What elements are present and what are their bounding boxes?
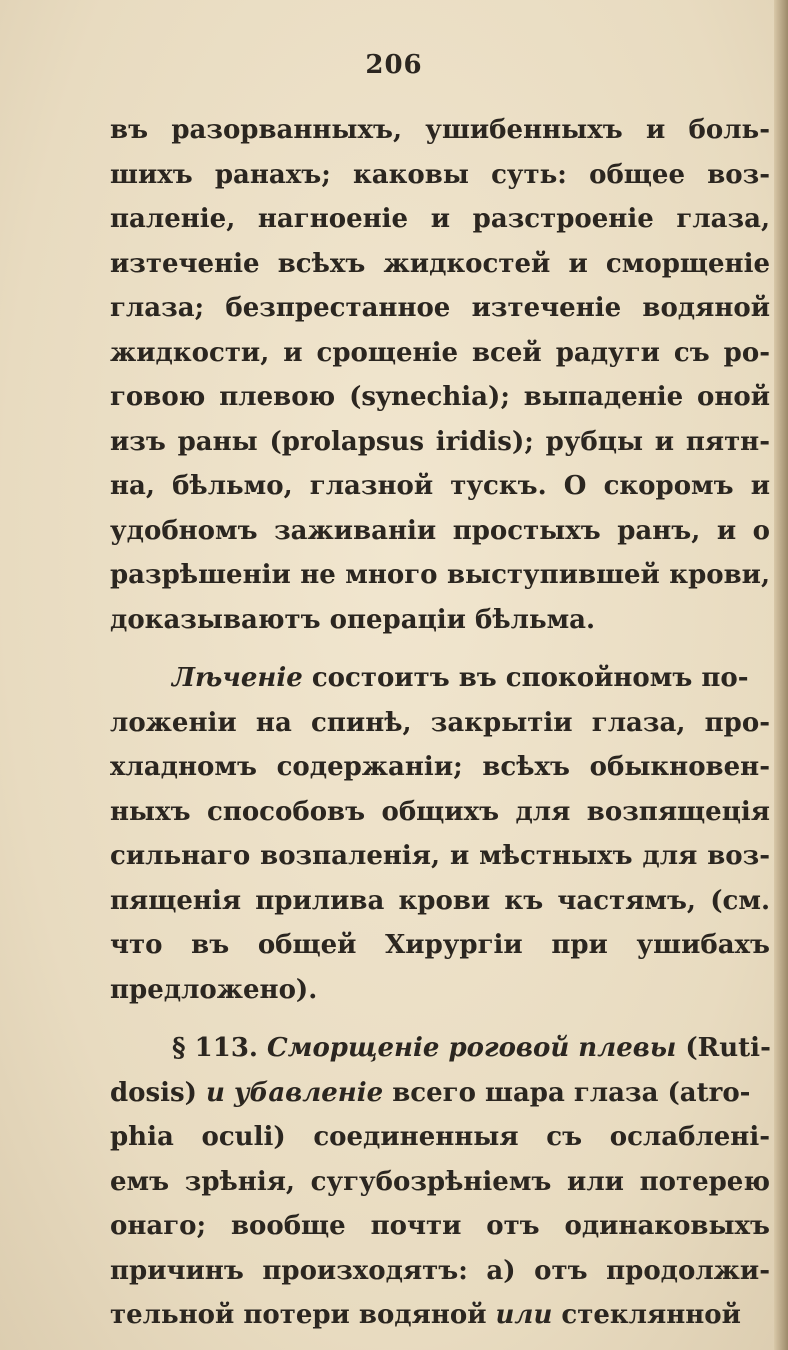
text-line: изтеченіе всѣхъ жидкостей и сморщеніе bbox=[110, 248, 770, 279]
text-line bbox=[110, 1293, 770, 1338]
text-line: сильнаго возпаленія, и мѣстныхъ для воз- bbox=[110, 841, 770, 871]
text-line: пященія прилива крови къ частямъ, (см. bbox=[110, 885, 770, 916]
text-line: паленіе, нагноеніе и разстроеніе глаза, bbox=[110, 204, 770, 234]
text-segment: состоитъ въ спокойномъ по- bbox=[302, 663, 749, 693]
body-text bbox=[110, 108, 770, 1338]
text-line: что въ общей Хирургіи при ушибахъ bbox=[110, 930, 770, 960]
italic-term: или bbox=[495, 1300, 553, 1330]
text-segment: (Ruti- bbox=[676, 1033, 771, 1063]
text-line: предложено). bbox=[110, 974, 318, 1005]
text-line: на, бѣльмо, глазной тускъ. О скоромъ и bbox=[110, 471, 770, 501]
text-line: шихъ ранахъ; каковы суть: общее воз- bbox=[110, 159, 770, 190]
text-segment: всего шара глаза (atro- bbox=[383, 1077, 751, 1108]
text-line: доказываютъ операціи бѣльма. bbox=[110, 604, 596, 635]
italic-term: Сморщеніе роговой плевы bbox=[267, 1033, 677, 1063]
text-line: онаго; вообще почти отъ одинаковыхъ bbox=[110, 1211, 770, 1241]
text-segment: стеклянной bbox=[552, 1300, 741, 1330]
text-line: въ разорванныхъ, ушибенныхъ и боль- bbox=[110, 115, 770, 145]
text-line: ложеніи на спинѣ, закрытіи глаза, про- bbox=[110, 707, 770, 738]
text-line: удобномъ заживаніи простыхъ ранъ, и о bbox=[110, 515, 770, 546]
paragraph-start bbox=[110, 656, 770, 701]
text-line: изъ раны (prolapsus iridis); рубцы и пятн- bbox=[110, 426, 770, 457]
text-line: причинъ произходятъ: а) отъ продолжи- bbox=[110, 1255, 770, 1286]
text-line: хладномъ содержаніи; всѣхъ обыкновен- bbox=[110, 752, 770, 782]
text-line: ныхъ способовъ общихъ для возпящеція bbox=[110, 796, 770, 827]
text-line: говою плевою (synechia); выпаденіе оной bbox=[110, 382, 770, 412]
italic-lead: Лѣченіе bbox=[172, 663, 303, 693]
text-line: разрѣшеніи не много выступившей крови, bbox=[110, 560, 770, 590]
text-line bbox=[110, 1071, 770, 1116]
text-line: глаза; безпрестанное изтеченіе водяной bbox=[110, 293, 770, 323]
text-segment: dosis) bbox=[110, 1077, 207, 1108]
page-number: 206 bbox=[365, 50, 423, 80]
italic-term: и убавленіе bbox=[206, 1077, 384, 1108]
section-heading-line bbox=[110, 1026, 770, 1071]
section-number: § 113. bbox=[172, 1033, 258, 1063]
text-segment: тельной потери водяной bbox=[110, 1300, 496, 1330]
text-line: жидкости, и срощеніе всей радуги съ ро- bbox=[110, 337, 770, 368]
text-line: phia oculi) соединенныя съ ослабленi- bbox=[110, 1122, 770, 1152]
text-line: емъ зрѣнія, сугубозрѣніемъ или потерею bbox=[110, 1166, 770, 1197]
page-edge bbox=[774, 0, 788, 1350]
